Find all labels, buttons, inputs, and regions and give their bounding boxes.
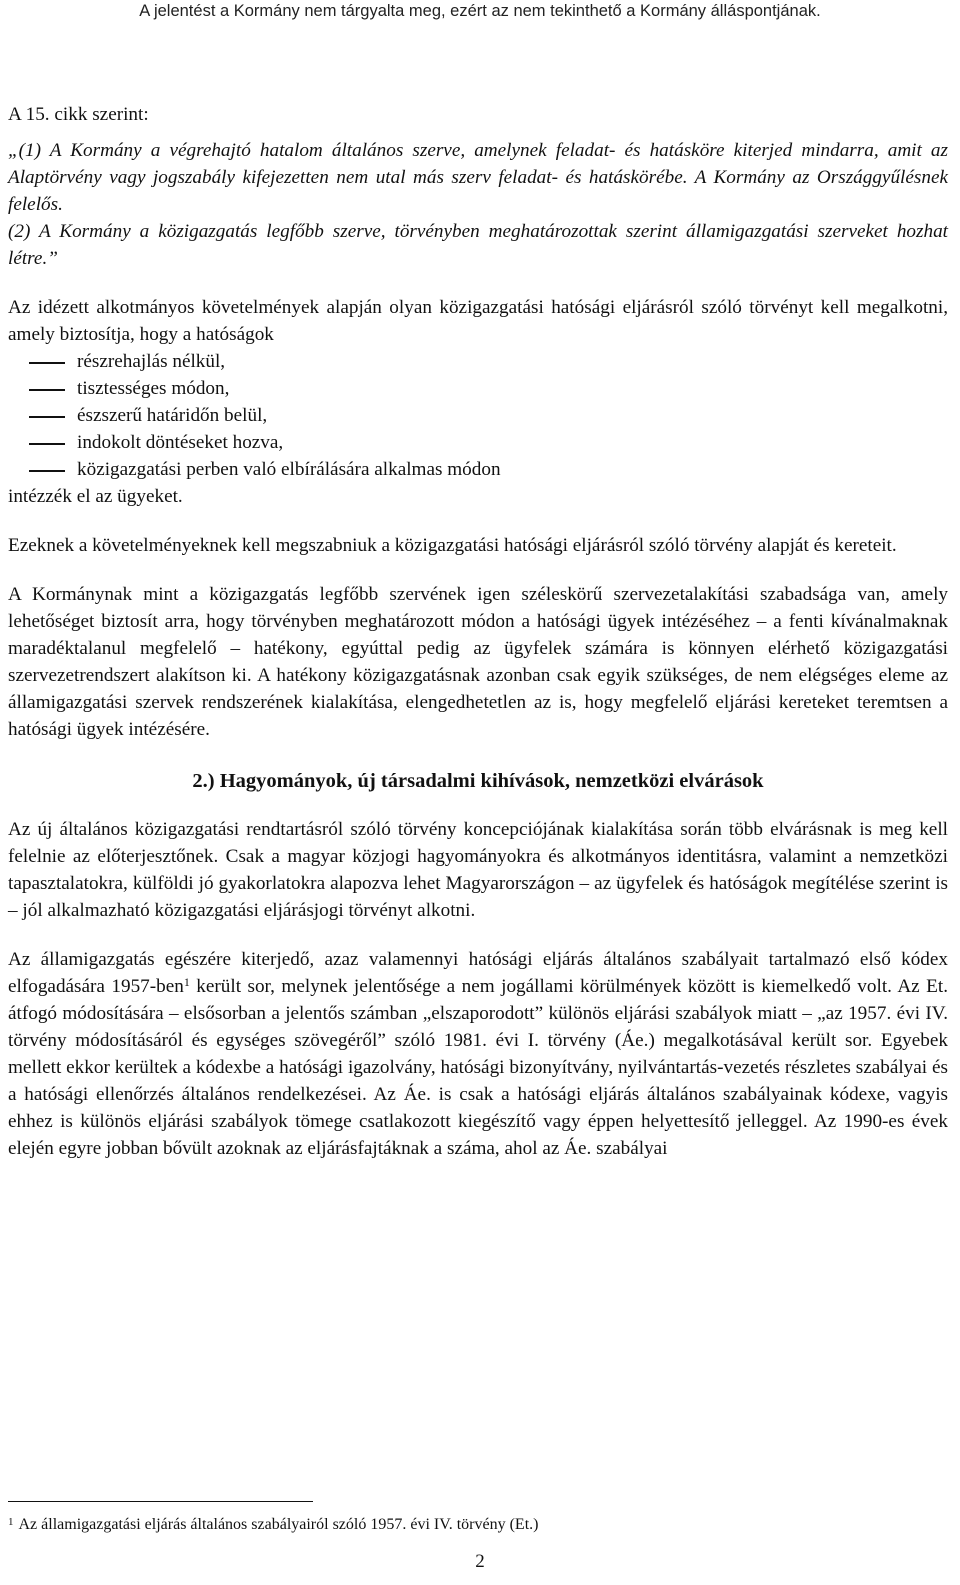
paragraph-frame: Ezeknek a követelményeknek kell megszabniuk a közigazgatási hatósági eljárásról szóló törvény alapját és kereteit. <box>8 535 897 556</box>
list-item: indokolt döntéseket hozva, <box>8 429 948 456</box>
footnote-divider <box>8 1501 313 1502</box>
requirements-list <box>8 348 948 483</box>
list-item: tisztességes módon, <box>8 375 948 402</box>
footnote-reference[interactable]: 1 <box>183 975 190 989</box>
page-header-disclaimer: A jelentést a Kormány nem tárgyalta meg, ezért az nem tekinthető a Kormány álláspontjának. <box>139 2 821 20</box>
paragraph-government: A Kormánynak mint a közigazgatás legfőbb szervének igen széleskörű szervezetalakítási szabadsága van, amely lehetőséget biztosít arra, hogy törvényben meghatározott módon a hatósági ügyek intézéséhez – a fenti kívánalmaknak maradéktalanul megfelelő – hatékony, egyúttal pedig az ügyfelek számára is könnyen elérhető közigazgatási szervezetrendszert alakítson ki. A hatékony közigazgatásnak azonban csak egyik szükséges, de nem elégséges eleme az államigazgatási szervek rendszerének kialakítása, elengedhetetlen az is, hogy megfelelő eljárási kereteket teremtsen a hatósági ügyek intézésére. <box>8 584 948 740</box>
footnote-marker: 1 <box>8 1516 14 1528</box>
requirements-lead: Az idézett alkotmányos követelmények alapján olyan közigazgatási hatósági eljárásról szóló törvényt kell megalkotni, amely biztosítja, hogy a hatóságok <box>8 297 948 345</box>
footnote-text: Az államigazgatási eljárás általános szabályairól szóló 1957. évi IV. törvény (Et.) <box>18 1516 539 1533</box>
history-text-after: került sor, melynek jelentősége a nem jogállami körülmények között is kiemelkedő volt. Az Et. átfogó módosítására – elsősorban a jelentős számban „elszaporodott” különös eljárási szabályok miatt – „az 1957. évi IV. törvény módosításáról és egységes szövegéről” szóló 1981. évi I. törvény (Áe.) megalkotásával került sor. Egyebek mellett ekkor kerültek a kódexbe a hatósági igazolvány, hatósági bizonyítvány, nyilvántartás-vezetés részletes szabályai és a hatósági ellenőrzés általános rendelkezései. Az Áe. is csak a hatósági eljárás általános szabályainak kódexe, vagyis ehhez is különös eljárási szabályok tömege csatlakozott kiegészítő vagy éppen helyettesítő jelleggel. Az 1990-es évek elején egyre jobban bővült azoknak az eljárásfajtáknak a száma, ahol az Áe. szabályai <box>8 976 948 1159</box>
list-item: részrehajlás nélkül, <box>8 348 948 375</box>
list-item: észszerű határidőn belül, <box>8 402 948 429</box>
constitution-quote <box>8 137 948 272</box>
paragraph-history <box>8 946 948 1162</box>
footnote-area <box>8 1501 948 1535</box>
quote-paragraph-2: (2) A Kormány a közigazgatás legfőbb szerve, törvényben meghatározottak szerint államigazgatási szerveket hozhat létre.” <box>8 221 948 269</box>
requirements-tail: intézzék el az ügyeket. <box>8 486 183 507</box>
footnote <box>8 1515 948 1535</box>
section-heading: 2.) Hagyományok, új társadalmi kihívások, nemzetközi elvárások <box>192 770 764 792</box>
list-item: közigazgatási perben való elbírálására alkalmas módon <box>8 456 948 483</box>
requirements-block <box>8 294 948 510</box>
page-number: 2 <box>475 1551 485 1572</box>
intro-line: A 15. cikk szerint: <box>8 104 149 125</box>
quote-paragraph-1: „(1) A Kormány a végrehajtó hatalom általános szerve, amelynek feladat- és hatásköre kiterjed mindarra, amit az Alaptörvény vagy jogszabály kifejezetten nem utal más szerv feladat- és hatáskörébe. A Kormány az Országgyűlésnek felelős. <box>8 140 948 215</box>
paragraph-concept: Az új általános közigazgatási rendtartásról szóló törvény koncepciójának kialakítása során több elvárásnak is meg kell felelnie az előterjesztőnek. Csak a magyar közjogi hagyományokra és alkotmányos identitásra, valamint a nemzetközi tapasztalatokra, külföldi jó gyakorlatokra alapozva lehet Magyarországon – az ügyfelek és hatóságok megítélése szerint is – jól alkalmazható közigazgatási eljárásjogi törvényt alkotni. <box>8 819 948 921</box>
history-text-before: Az államigazgatás egészére kiterjedő, azaz valamennyi hatósági eljárás általános szabályait tartalmazó első kódex elfogadására 1957-ben <box>8 949 948 997</box>
document-body <box>8 101 948 1162</box>
